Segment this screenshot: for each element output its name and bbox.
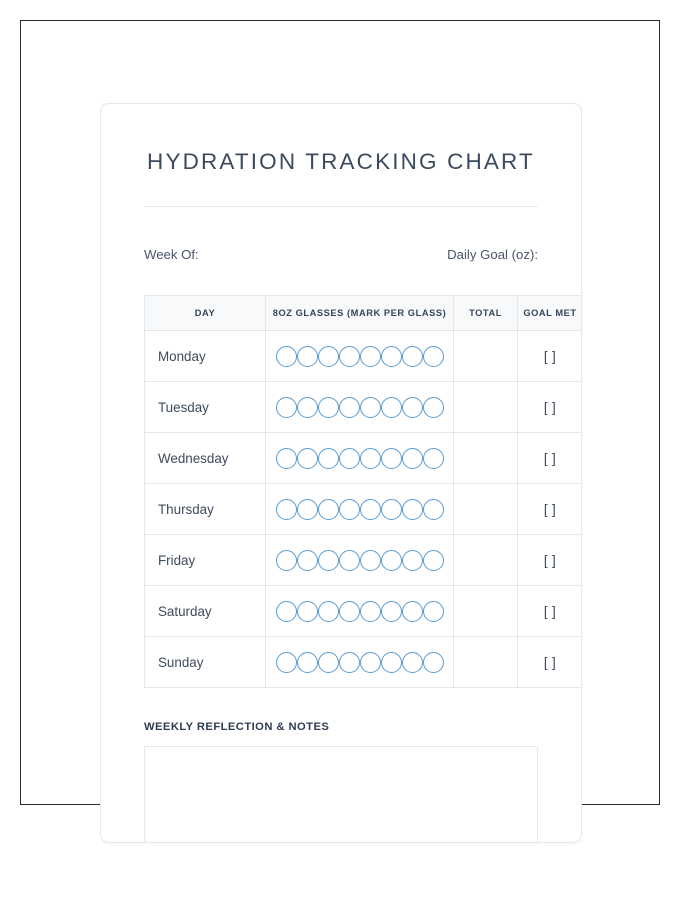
glass-circle-icon[interactable] — [276, 397, 297, 418]
cell-day-name: Sunday — [145, 637, 266, 688]
cell-goal-met-checkbox[interactable]: [ ] — [518, 637, 583, 688]
glass-marker-strip — [270, 550, 449, 571]
glass-circle-icon[interactable] — [297, 397, 318, 418]
cell-total[interactable] — [454, 535, 518, 586]
glass-circle-icon[interactable] — [339, 652, 360, 673]
glass-marker-strip — [270, 499, 449, 520]
title-divider — [144, 206, 538, 207]
cell-day-name: Tuesday — [145, 382, 266, 433]
glass-circle-icon[interactable] — [360, 448, 381, 469]
table-row — [145, 484, 583, 535]
cell-day-name: Thursday — [145, 484, 266, 535]
glass-circle-icon[interactable] — [423, 652, 444, 673]
glass-circle-icon[interactable] — [276, 346, 297, 367]
glass-circle-icon[interactable] — [339, 346, 360, 367]
glass-circle-icon[interactable] — [423, 601, 444, 622]
cell-day-name: Friday — [145, 535, 266, 586]
glass-circle-icon[interactable] — [276, 550, 297, 571]
glass-circle-icon[interactable] — [381, 499, 402, 520]
glass-circle-icon[interactable] — [381, 397, 402, 418]
cell-total[interactable] — [454, 637, 518, 688]
glass-circle-icon[interactable] — [318, 652, 339, 673]
hydration-tracker-table — [144, 295, 582, 688]
table-row — [145, 382, 583, 433]
glass-circle-icon[interactable] — [360, 550, 381, 571]
glass-marker-strip — [270, 448, 449, 469]
glass-circle-icon[interactable] — [339, 499, 360, 520]
cell-total[interactable] — [454, 586, 518, 637]
glass-circle-icon[interactable] — [297, 652, 318, 673]
glass-circle-icon[interactable] — [381, 346, 402, 367]
glass-marker-strip — [270, 601, 449, 622]
glass-circle-icon[interactable] — [360, 397, 381, 418]
glass-circle-icon[interactable] — [381, 652, 402, 673]
glass-marker-strip — [270, 397, 449, 418]
cell-goal-met-checkbox[interactable]: [ ] — [518, 484, 583, 535]
column-header-day: DAY — [145, 296, 266, 331]
glass-circle-icon[interactable] — [276, 601, 297, 622]
column-header-glasses: 8OZ GLASSES (MARK PER GLASS) — [266, 296, 454, 331]
cell-total[interactable] — [454, 382, 518, 433]
glass-circle-icon[interactable] — [381, 550, 402, 571]
cell-day-name: Wednesday — [145, 433, 266, 484]
table-row — [145, 331, 583, 382]
glass-circle-icon[interactable] — [360, 652, 381, 673]
glass-circle-icon[interactable] — [402, 346, 423, 367]
glass-circle-icon[interactable] — [339, 601, 360, 622]
table-header-row — [145, 296, 583, 331]
cell-total[interactable] — [454, 433, 518, 484]
column-header-total: TOTAL — [454, 296, 518, 331]
glass-circle-icon[interactable] — [423, 550, 444, 571]
glass-circle-icon[interactable] — [360, 499, 381, 520]
cell-goal-met-checkbox[interactable]: [ ] — [518, 535, 583, 586]
daily-goal-label: Daily Goal (oz): — [447, 247, 538, 262]
glass-circle-icon[interactable] — [297, 346, 318, 367]
cell-glass-markers — [266, 433, 454, 484]
glass-circle-icon[interactable] — [297, 448, 318, 469]
glass-circle-icon[interactable] — [318, 601, 339, 622]
glass-circle-icon[interactable] — [402, 652, 423, 673]
glass-circle-icon[interactable] — [318, 448, 339, 469]
table-body — [145, 331, 583, 688]
cell-total[interactable] — [454, 484, 518, 535]
cell-glass-markers — [266, 382, 454, 433]
cell-goal-met-checkbox[interactable]: [ ] — [518, 331, 583, 382]
glass-circle-icon[interactable] — [360, 601, 381, 622]
cell-goal-met-checkbox[interactable]: [ ] — [518, 433, 583, 484]
cell-goal-met-checkbox[interactable]: [ ] — [518, 586, 583, 637]
glass-circle-icon[interactable] — [318, 550, 339, 571]
notes-heading: WEEKLY REFLECTION & NOTES — [144, 721, 330, 734]
meta-row — [144, 247, 538, 262]
glass-circle-icon[interactable] — [318, 346, 339, 367]
glass-circle-icon[interactable] — [402, 448, 423, 469]
page-frame — [20, 20, 660, 805]
table-row — [145, 586, 583, 637]
glass-circle-icon[interactable] — [276, 448, 297, 469]
cell-glass-markers — [266, 637, 454, 688]
glass-circle-icon[interactable] — [402, 550, 423, 571]
glass-circle-icon[interactable] — [276, 499, 297, 520]
cell-glass-markers — [266, 331, 454, 382]
card-content — [101, 104, 581, 843]
glass-circle-icon[interactable] — [381, 601, 402, 622]
notes-input-box[interactable] — [144, 746, 538, 843]
glass-circle-icon[interactable] — [360, 346, 381, 367]
glass-circle-icon[interactable] — [402, 397, 423, 418]
glass-circle-icon[interactable] — [297, 550, 318, 571]
week-of-label: Week Of: — [144, 247, 199, 262]
glass-circle-icon[interactable] — [339, 448, 360, 469]
glass-circle-icon[interactable] — [381, 448, 402, 469]
glass-circle-icon[interactable] — [297, 601, 318, 622]
page-title: HYDRATION TRACKING CHART — [147, 149, 535, 174]
glass-circle-icon[interactable] — [423, 448, 444, 469]
cell-glass-markers — [266, 586, 454, 637]
glass-circle-icon[interactable] — [423, 346, 444, 367]
glass-circle-icon[interactable] — [318, 499, 339, 520]
glass-circle-icon[interactable] — [339, 550, 360, 571]
hydration-sheet-card — [100, 103, 582, 843]
glass-circle-icon[interactable] — [402, 499, 423, 520]
cell-day-name: Monday — [145, 331, 266, 382]
glass-circle-icon[interactable] — [276, 652, 297, 673]
table-row — [145, 637, 583, 688]
glass-circle-icon[interactable] — [339, 397, 360, 418]
glass-marker-strip — [270, 346, 449, 367]
glass-circle-icon[interactable] — [318, 397, 339, 418]
cell-glass-markers — [266, 535, 454, 586]
glass-circle-icon[interactable] — [297, 499, 318, 520]
table-row — [145, 433, 583, 484]
glass-marker-strip — [270, 652, 449, 673]
cell-day-name: Saturday — [145, 586, 266, 637]
cell-total[interactable] — [454, 331, 518, 382]
column-header-goal-met: GOAL MET — [518, 296, 583, 331]
glass-circle-icon[interactable] — [423, 499, 444, 520]
table-header — [145, 296, 583, 331]
glass-circle-icon[interactable] — [423, 397, 444, 418]
cell-goal-met-checkbox[interactable]: [ ] — [518, 382, 583, 433]
table-row — [145, 535, 583, 586]
cell-glass-markers — [266, 484, 454, 535]
glass-circle-icon[interactable] — [402, 601, 423, 622]
